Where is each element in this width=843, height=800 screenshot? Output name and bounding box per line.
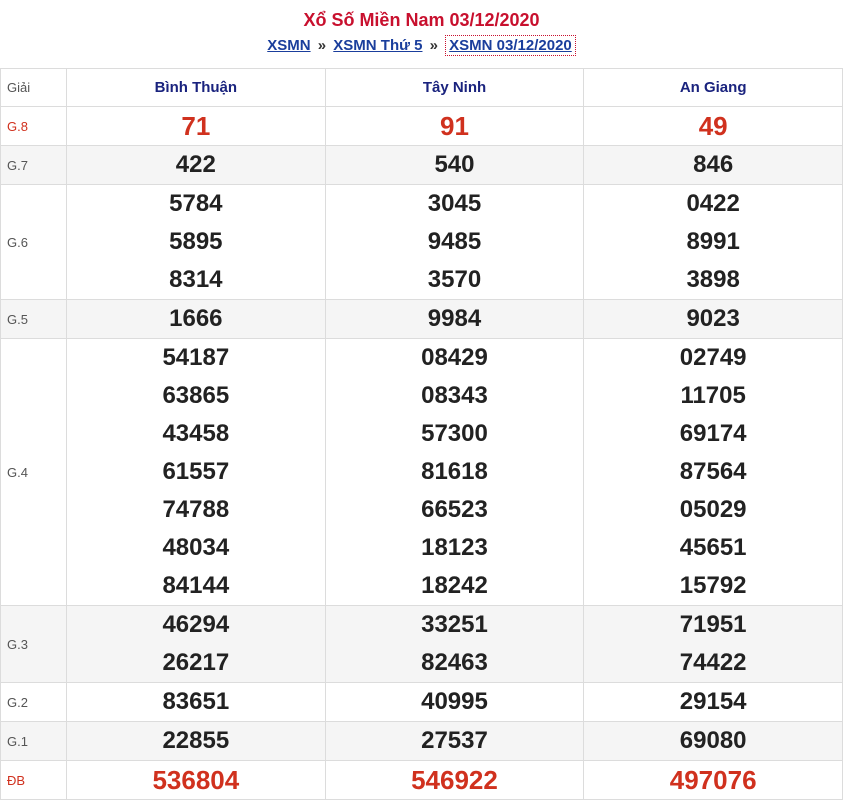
- table-row: [1, 300, 843, 339]
- result-number: 40995: [421, 688, 488, 715]
- result-number: 71: [181, 111, 211, 141]
- table-header-row: [1, 69, 843, 107]
- result-number: 69174: [679, 420, 747, 447]
- table-row: [1, 722, 843, 761]
- result-number: 0422: [686, 190, 740, 217]
- result-number: 3570: [427, 266, 482, 293]
- table-row: [1, 606, 843, 683]
- result-number: 66523: [421, 496, 488, 523]
- result-number: 74788: [162, 496, 230, 523]
- result-cell: [584, 185, 843, 300]
- result-number: 82463: [421, 649, 488, 676]
- result-number: 69080: [679, 727, 747, 754]
- result-cell: [67, 339, 326, 606]
- table-row: [1, 146, 843, 185]
- result-number: 9984: [427, 305, 482, 332]
- result-number: 05029: [679, 496, 747, 523]
- breadcrumb-xsmn-link[interactable]: XSMN: [267, 37, 311, 54]
- result-number: 02749: [679, 344, 747, 371]
- result-number: 45651: [679, 534, 747, 561]
- result-number: 1666: [169, 305, 223, 332]
- result-cell: [67, 606, 326, 683]
- prize-label: G.5: [1, 300, 67, 339]
- result-cell: [325, 339, 584, 606]
- result-cell: [584, 606, 843, 683]
- results-body: [1, 107, 843, 800]
- result-cell: [67, 300, 326, 339]
- prize-label: G.1: [1, 722, 67, 761]
- breadcrumb-current-link[interactable]: XSMN 03/12/2020: [445, 35, 576, 56]
- prize-label: ĐB: [1, 761, 67, 800]
- result-cell: [584, 722, 843, 761]
- result-cell: [584, 300, 843, 339]
- result-number: 846: [693, 151, 734, 178]
- result-number: 84144: [162, 572, 230, 599]
- result-number: 57300: [421, 420, 488, 447]
- breadcrumb-xsmn-thu5-link[interactable]: XSMN Thứ 5: [333, 37, 423, 54]
- result-number: 91: [440, 111, 469, 141]
- result-cell: [67, 146, 326, 185]
- province-header-binh-thuan: Bình Thuận: [67, 69, 326, 107]
- table-row: [1, 761, 843, 800]
- result-number: 5784: [169, 190, 223, 217]
- result-cell: [584, 339, 843, 606]
- result-number: 22855: [162, 727, 230, 754]
- result-number: 3045: [427, 190, 482, 217]
- page-title: Xổ Số Miền Nam 03/12/2020: [303, 10, 540, 30]
- result-cell: [584, 683, 843, 722]
- page-header: [0, 0, 843, 68]
- province-header-tay-ninh: Tây Ninh: [325, 69, 584, 107]
- result-cell: [325, 761, 584, 800]
- result-number: 49: [698, 111, 728, 141]
- result-number: 26217: [162, 649, 230, 676]
- result-number: 27537: [421, 727, 488, 754]
- province-header-an-giang: An Giang: [584, 69, 843, 107]
- prize-label: G.7: [1, 146, 67, 185]
- result-number: 87564: [679, 458, 747, 485]
- result-number: 54187: [162, 344, 230, 371]
- result-number: 43458: [162, 420, 230, 447]
- result-number: 546922: [411, 765, 498, 795]
- result-number: 33251: [421, 611, 488, 638]
- result-number: 46294: [162, 611, 230, 638]
- result-number: 71951: [679, 611, 747, 638]
- result-cell: [325, 683, 584, 722]
- result-number: 8991: [686, 228, 740, 255]
- result-number: 61557: [162, 458, 230, 485]
- table-row: [1, 107, 843, 146]
- result-number: 536804: [152, 765, 240, 795]
- table-row: [1, 339, 843, 606]
- result-cell: [325, 185, 584, 300]
- prize-label: G.8: [1, 107, 67, 146]
- result-number: 422: [175, 151, 216, 178]
- result-cell: [584, 146, 843, 185]
- breadcrumb-separator: »: [429, 37, 438, 54]
- result-number: 08429: [421, 344, 488, 371]
- result-cell: [325, 107, 584, 146]
- table-row: [1, 185, 843, 300]
- breadcrumb: [0, 36, 843, 56]
- result-cell: [67, 683, 326, 722]
- result-number: 29154: [679, 688, 747, 715]
- result-number: 9485: [427, 228, 482, 255]
- result-number: 74422: [679, 649, 747, 676]
- result-cell: [584, 107, 843, 146]
- prize-label: G.4: [1, 339, 67, 606]
- result-number: 11705: [680, 382, 746, 409]
- prize-label: G.2: [1, 683, 67, 722]
- prize-column-header: Giải: [1, 69, 67, 107]
- result-number: 63865: [162, 382, 230, 409]
- prize-label: G.6: [1, 185, 67, 300]
- result-number: 8314: [169, 266, 223, 293]
- result-cell: [67, 185, 326, 300]
- result-number: 48034: [162, 534, 230, 561]
- breadcrumb-separator: »: [317, 37, 327, 54]
- result-number: 18242: [421, 572, 488, 599]
- result-number: 9023: [686, 305, 740, 332]
- result-cell: [325, 722, 584, 761]
- result-cell: [325, 146, 584, 185]
- result-number: 540: [434, 151, 475, 178]
- result-cell: [67, 761, 326, 800]
- result-number: 497076: [669, 765, 757, 795]
- table-row: [1, 683, 843, 722]
- result-cell: [584, 761, 843, 800]
- result-cell: [325, 606, 584, 683]
- result-cell: [325, 300, 584, 339]
- prize-label: G.3: [1, 606, 67, 683]
- result-cell: [67, 722, 326, 761]
- result-number: 81618: [421, 458, 488, 485]
- result-cell: [67, 107, 326, 146]
- result-number: 3898: [686, 266, 740, 293]
- result-number: 18123: [421, 534, 488, 561]
- result-number: 83651: [162, 688, 230, 715]
- result-number: 08343: [421, 382, 488, 409]
- results-table: [0, 68, 843, 800]
- result-number: 5895: [169, 228, 223, 255]
- result-number: 15792: [679, 572, 747, 599]
